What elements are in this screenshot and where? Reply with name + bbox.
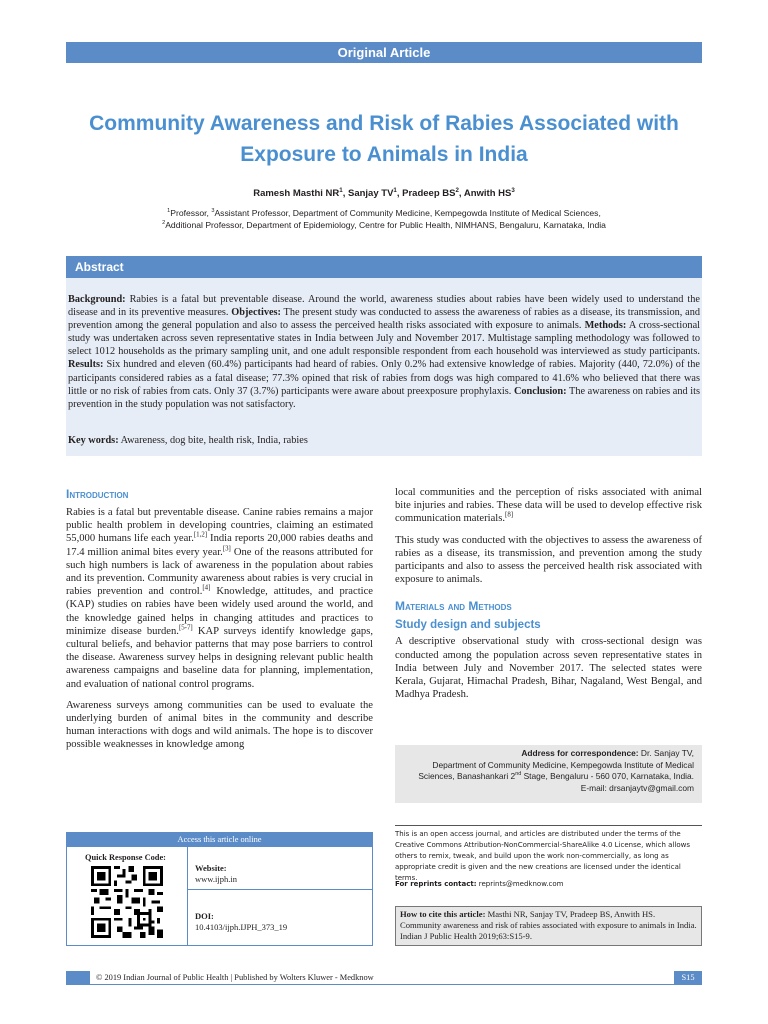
cite-label: How to cite this article: (400, 909, 486, 919)
affil-text: Assistant Professor, Department of Community Medicine, Kempegowda Institute of Medical Sciences, (214, 208, 601, 218)
reprints-email[interactable]: reprints@medknow.com (476, 880, 564, 888)
affiliation-line-2 (66, 219, 702, 231)
cite-text: Masthi NR, Sanjay TV, Pradeep BS, Anwith HS. Community awareness and risk of rabies associated with exposure to animals in India. Indian J Public Health 2019;63:S15-9. (400, 909, 697, 941)
section-heading-methods: Materials and Methods (395, 599, 512, 614)
doi-link[interactable]: 10.4103/ijph.IJPH_373_19 (195, 922, 288, 932)
citation[interactable]: [8] (505, 511, 514, 519)
citation[interactable]: [3] (222, 545, 231, 553)
affil-sup: 3 (211, 208, 215, 215)
how-to-cite-box (395, 906, 702, 946)
qr-code-icon[interactable] (91, 866, 163, 938)
license-note: This is an open access journal, and articles are distributed under the terms of the Creative Commons Attribution-NonCommercial-ShareAlike 4.0 License, which allows others to remix, tweak, and build upon the work non-commercially, as long as appropriate credit is given and the new creations are licensed under the identical terms. (395, 825, 702, 884)
keywords (68, 434, 700, 447)
affil-sup: 2 (162, 220, 166, 227)
affil-text: Professor, (170, 208, 212, 218)
abstract-methods: A cross-sectional study was undertaken across seven representative states in India between July and November 2017. Multistage sampling methodology was followed to select 1012 households as the primary sampling unit, and one adult responsible respondent from each household was interviewed as study participants. (68, 320, 700, 358)
author-3: Pradeep BS (402, 188, 456, 199)
intro-paragraph-3 (395, 486, 702, 526)
correspondence-name: Dr. Sanjay TV, (638, 748, 694, 758)
author-4: Anwith HS (463, 188, 512, 199)
keywords-text: Awareness, dog bite, health risk, India, rabies (118, 435, 308, 446)
footer-accent (66, 971, 90, 984)
label-objectives: Objectives: (231, 307, 281, 319)
text: local communities and the perception of risks associated with animal bite injuries and rabies. These data will be used to develop effective risk communication materials. (395, 487, 702, 525)
subsection-heading-study-design: Study design and subjects (395, 619, 541, 632)
correspondence-box (395, 745, 702, 803)
reprints-contact (395, 879, 702, 890)
author-1-sup: 1 (339, 186, 343, 194)
divider (187, 847, 188, 945)
citation[interactable]: [1,2] (193, 531, 208, 539)
label-background: Background: (68, 294, 126, 305)
author-2: Sanjay TV (348, 188, 394, 199)
website-block (195, 863, 237, 885)
article-title (66, 108, 702, 170)
abstract-results: Six hundred and eleven (60.4%) participants had heard of rabies. Only 0.2% had extensive knowledge of rabies. Majority (440, 72.0%) of the participants considered rabies as a fatal disease; 77.3% opined that risk of rabies from dogs was high compared to 41.6% who believed that there was little or no risk of rabies from cats. Only 37 (3.7%) participants were aware about preexposure prophylaxis. (68, 359, 700, 397)
label-methods: Methods: (584, 320, 627, 332)
label-conclusion: Conclusion: (513, 385, 567, 397)
author-2-sup: 1 (393, 186, 397, 194)
title-line-1: Community Awareness and Risk of Rabies Associated with (89, 112, 679, 135)
affil-text: Additional Professor, Department of Epidemiology, Centre for Public Health, NIMHANS, Bengaluru, Karnataka, India (165, 220, 606, 230)
text: KAP surveys identify knowledge gaps, cultural beliefs, and behavior patterns that may pose barriers to control the disease. Awareness survey helps in designing relevant public health awareness campaigns and baseline data for planning, implementation, and evaluation of national control programs. (66, 625, 373, 690)
text: nd (515, 771, 522, 778)
abstract-text (68, 293, 700, 411)
qr-label: Quick Response Code: (85, 853, 166, 862)
correspondence-address (399, 771, 694, 783)
doi-block (195, 911, 287, 933)
correspondence-email[interactable]: E-mail: drsanjaytv@gmail.com (580, 782, 694, 793)
methods-paragraph-1: A descriptive observational study with cross-sectional design was conducted among the population across seven representative states in India between July and November 2017. The selected states were Kerala, Gujarat, Himachal Pradesh, Bihar, Nagaland, West Bengal, and Madhya Pradesh. (395, 636, 702, 701)
affiliations (66, 207, 702, 231)
intro-paragraph-4: This study was conducted with the objectives to assess the awareness of rabies as a disease, its transmission, and prevention among the study participants and also to assess the perceived health risk associated with exposure to animals. (395, 534, 702, 586)
label-results: Results: (68, 359, 104, 371)
label-keywords: Key words: (68, 435, 119, 446)
abstract-objectives: The present study was conducted to assess the awareness of rabies as a disease, its transmission, and prevention among the general population and also to assess the perceived health risks associated with exposure to animals. (68, 307, 700, 332)
intro-paragraph-2: Awareness surveys among communities can be used to evaluate the underlying burden of animal bites in the community and describe human interactions with dogs and wild animals. The hope is to discover possible weaknesses in knowledge among (66, 699, 373, 751)
author-3-sup: 2 (455, 186, 459, 194)
abstract-box (66, 256, 702, 456)
text: Sciences, Banashankari 2 (418, 771, 516, 781)
section-heading-introduction: Introduction (66, 487, 129, 501)
author-1: Ramesh Masthi NR (253, 188, 340, 199)
affiliation-line-1 (66, 207, 702, 219)
doi-label: DOI: (195, 911, 214, 921)
footer-rule (66, 984, 702, 985)
right-column (395, 486, 702, 709)
article-type-banner: Original Article (66, 42, 702, 63)
correspondence-label: Address for correspondence: (521, 748, 639, 758)
access-heading: Access this article online (67, 833, 372, 847)
access-online-box (66, 832, 373, 946)
website-link[interactable]: www.ijph.in (195, 874, 237, 884)
text: Knowledge, attitudes, and practice (KAP) studies on rabies have been widely used around the world, and the knowledge gained helps in changing attitudes and practices to minimize disease burden. (66, 586, 374, 637)
text: One of the reasons attributed for such high numbers is lack of awareness in the population about rabies and its prevention. Community awareness about rabies is very crucial in rabies prevention and control. (66, 546, 373, 598)
website-label: Website: (195, 863, 227, 873)
correspondence-dept: Department of Community Medicine, Kempegowda Institute of Medical (432, 759, 694, 770)
footer-copyright: © 2019 Indian Journal of Public Health | Published by Wolters Kluwer - Medknow (96, 973, 374, 982)
abstract-background: Rabies is a fatal but preventable disease. Around the world, awareness studies about rabies have been widely used to understand the disease and in its preventive measures. (68, 294, 700, 319)
affil-sup: 1 (167, 208, 171, 215)
text: Rabies is a fatal but preventable disease. Canine rabies remains a major public health problem in developing countries, claiming an estimated 55,000 humans life each year. (66, 507, 373, 545)
author-4-sup: 3 (511, 186, 515, 194)
citation[interactable]: [4] (202, 584, 211, 592)
reprints-label: For reprints contact: (395, 880, 477, 888)
text: Stage, Bengaluru - 560 070, Karnataka, India. (521, 771, 694, 781)
divider (187, 889, 373, 890)
citation[interactable]: [5-7] (178, 624, 193, 632)
page-number: S15 (674, 971, 702, 984)
text: India reports 20,000 rabies deaths and 17.4 million animal bites every year. (66, 533, 373, 558)
page-footer (66, 971, 702, 984)
abstract-conclusion: The awareness on rabies and its prevention in the study population was not satisfactory. (68, 385, 701, 410)
title-line-2: Exposure to Animals in India (240, 143, 528, 166)
left-column (66, 486, 373, 760)
intro-paragraph-1 (66, 506, 373, 691)
author-list: Ramesh Masthi $NR^1$, Sanjay $TV^1$, Pradeep $BS^2$, Anwith $HS^3$ (253, 186, 515, 199)
abstract-heading: Abstract (66, 256, 702, 278)
